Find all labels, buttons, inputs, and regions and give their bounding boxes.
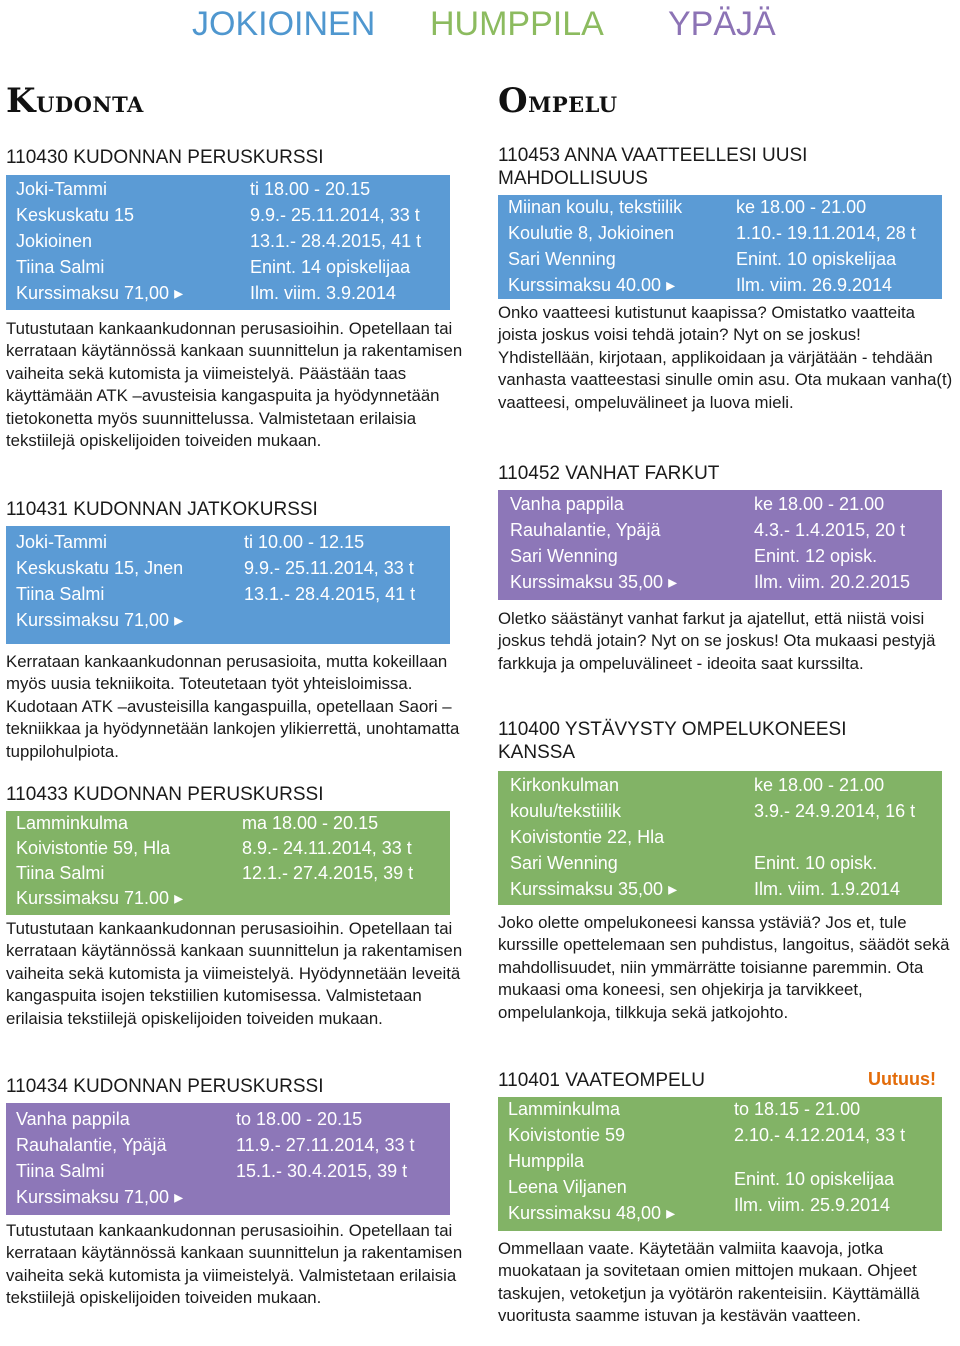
info-right: 13.1.- 28.4.2015, 41 t	[244, 584, 416, 604]
info-left: Kurssimaksu 71,00 ▸	[16, 1187, 184, 1207]
info-left: Keskuskatu 15	[16, 205, 135, 225]
info-left: Jokioinen	[16, 231, 93, 251]
info-left: Kirkonkulman	[510, 775, 620, 795]
info-left: Vanha pappila	[16, 1109, 130, 1129]
info-left: koulu/tekstiilik	[510, 801, 622, 821]
info-right: 9.9.- 25.11.2014, 33 t	[244, 558, 414, 578]
info-left: Sari Wenning	[510, 546, 618, 566]
info-right: Ilm. viim. 26.9.2014	[736, 275, 893, 295]
info-right: to 18.00 - 20.15	[236, 1109, 363, 1129]
course-description: Joko olette ompelukoneesi kanssa ystäviä? Jos et, tule kurssille opettelemaan sen puhdistus, langoitus, säädöt sekä mahdollisuudet, niin ymmärrätte toisianne paremmin. Ota mukaasi oma koneesi, sen ohjekirja ja tarvikkeet, ompelulankoja, tilkkuja sekä jatkojohto.	[498, 913, 950, 1022]
course-description: Onko vaatteesi kutistunut kaapissa? Omistatko vaatteita joista joskus voisi tehdä jotain? Nyt on se joskus! Yhdistellään, kirjotaan, applikoidaan ja värjätään - tehdään vanhasta vaatteestasi sinulle omin asu. Ota mukaan vanha(t) vaatteesi, ompeluvälineet ja luova mieli.	[498, 303, 953, 412]
section-title-ompelu: Ompelu	[498, 81, 618, 121]
info-left: Koivistontie 59	[508, 1125, 626, 1145]
info-left: Koulutie 8, Jokioinen	[508, 223, 675, 243]
course-description: Tutustutaan kankaankudonnan perusasioihin. Opetellaan tai kerrataan käytännössä kankaan suunnittelun ja rakentamisen vaiheita sekä kutomista ja viimeistelyä. Valmistetaan erilaisia tekstiilejä opiskelijoiden toiveiden mukaan.	[6, 1221, 463, 1308]
course-description: Oletko säästänyt vanhat farkut ja ajatellut, että niistä voisi joskus tehdä jotain? Nyt on se joskus! Ota mukaasi pestyjä farkkuja ja ompeluvälineet - ideoita saat kurssilta.	[498, 609, 936, 673]
info-right: ke 18.00 - 21.00	[754, 775, 885, 795]
info-right: ke 18.00 - 21.00	[736, 197, 867, 217]
info-left: Tiina Salmi	[16, 1161, 105, 1181]
new-badge: Uutuus!	[868, 1069, 936, 1089]
course-heading: 110431 KUDONNAN JATKOKURSSI	[6, 499, 318, 520]
course-heading: 110433 KUDONNAN PERUSKURSSI	[6, 784, 324, 805]
course-description: Kerrataan kankaankudonnan perusasioita, mutta kokeillaan myös uusia tekniikoita. Toteutetaan työt yhteisloimissa. Kudotaan ATK –avusteisilla kangaspuilla, opetellaan Saori –tekniikkaa ja hyödynnetään lankojen ylikierrettä, unohtamatta tuppilohulpiota.	[6, 652, 460, 761]
course-description: Ommellaan vaate. Käytetään valmiita kaavoja, jotka muokataan ja sovitetaan omien mittojen mukaan. Ohjeet taskujen, vetoketjun ja vyötärön rakenteisiin. Käyttämällä vuoritusta saamme istuvan ja kestävän vaatteen.	[498, 1239, 920, 1326]
info-left: Tiina Salmi	[16, 257, 105, 277]
course-heading: 110430 KUDONNAN PERUSKURSSI	[6, 147, 324, 168]
info-right: 4.3.- 1.4.2015, 20 t	[754, 520, 906, 540]
info-left: Joki-Tammi	[16, 179, 108, 199]
course-info-box	[498, 1097, 942, 1231]
info-right: ti 10.00 - 12.15	[244, 532, 365, 552]
info-right: 9.9.- 25.11.2014, 33 t	[250, 205, 420, 225]
town-ypaja: YPÄJÄ	[668, 5, 776, 43]
info-right: 2.10.- 4.12.2014, 33 t	[734, 1125, 906, 1145]
info-left: Kurssimaksu 35,00 ▸	[510, 879, 678, 899]
info-right: Ilm. viim. 1.9.2014	[754, 879, 901, 899]
info-right: Enint. 10 opisk.	[754, 853, 878, 873]
course-description: Tutustutaan kankaankudonnan perusasioihin. Opetellaan tai kerrataan käytännössä kankaan suunnittelun ja rakentamisen vaiheita sekä kutomista ja viimeistelyä. Hyödynnetään leveitä kangaspuita isojen tekstiilien kutomisessa. Valmistetaan erilaisia tekstiilejä opiskelijoiden toiveiden mukaan.	[6, 919, 463, 1028]
info-left: Tiina Salmi	[16, 584, 105, 604]
info-left: Miinan koulu, tekstiilik	[508, 197, 683, 217]
course-info-box	[6, 811, 450, 915]
info-left: Keskuskatu 15, Jnen	[16, 558, 184, 578]
info-right: Ilm. viim. 20.2.2015	[754, 572, 911, 592]
info-right: Ilm. viim. 3.9.2014	[250, 283, 397, 303]
info-right: 12.1.- 27.4.2015, 39 t	[242, 863, 414, 883]
course-info-box	[6, 175, 450, 310]
info-right: to 18.15 - 21.00	[734, 1099, 861, 1119]
course-description: Tutustutaan kankaankudonnan perusasioihin. Opetellaan tai kerrataan käytännössä kankaan suunnittelun ja rakentamisen vaiheita sekä kutomista ja viimeistelyä. Päästään taas käyttämään ATK –avusteisia kangaspuita ja hyödynnetään tietokonetta myös suunnittelussa. Valmistetaan erilaisia tekstiilejä opiskelijoiden toiveiden mukaan.	[6, 319, 463, 451]
info-left: Lamminkulma	[508, 1099, 621, 1119]
course-heading: 110400 YSTÄVYSTY OMPELUKONEESI KANSSA	[498, 719, 847, 763]
info-left: Kurssimaksu 71,00 ▸	[16, 283, 184, 303]
info-left: Koivistontie 22, Hla	[510, 827, 665, 847]
course-heading: 110453 ANNA VAATTEELLESI UUSI MAHDOLLISUUS	[498, 145, 808, 189]
info-right: Enint. 10 opiskelijaa	[734, 1169, 895, 1189]
section-title-kudonta: Kudonta	[6, 81, 144, 121]
info-left: Kurssimaksu 48,00 ▸	[508, 1203, 676, 1223]
info-left: Kurssimaksu 40.00 ▸	[508, 275, 676, 295]
info-right: 8.9.- 24.11.2014, 33 t	[242, 838, 412, 858]
course-info-box	[6, 1103, 450, 1215]
info-right: ma 18.00 - 20.15	[242, 813, 379, 833]
course-info-box	[498, 195, 942, 299]
info-left: Vanha pappila	[510, 494, 624, 514]
course-heading: 110401 VAATEOMPELU	[498, 1070, 705, 1091]
info-left: Tiina Salmi	[16, 863, 105, 883]
town-humppila: HUMPPILA	[430, 5, 604, 43]
info-left: Kurssimaksu 71,00 ▸	[16, 610, 184, 630]
info-left: Kurssimaksu 71.00 ▸	[16, 888, 184, 908]
info-right: ke 18.00 - 21.00	[754, 494, 885, 514]
info-left: Sari Wenning	[508, 249, 616, 269]
info-left: Koivistontie 59, Hla	[16, 838, 171, 858]
course-heading: 110452 VANHAT FARKUT	[498, 463, 720, 484]
info-left: Rauhalantie, Ypäjä	[510, 520, 661, 540]
info-right: Enint. 12 opisk.	[754, 546, 878, 566]
info-left: Rauhalantie, Ypäjä	[16, 1135, 167, 1155]
town-jokioinen: JOKIOINEN	[192, 5, 376, 43]
info-left: Sari Wenning	[510, 853, 618, 873]
info-left: Humppila	[508, 1151, 585, 1171]
info-left: Lamminkulma	[16, 813, 129, 833]
info-right: 13.1.- 28.4.2015, 41 t	[250, 231, 422, 251]
info-right: 15.1.- 30.4.2015, 39 t	[236, 1161, 408, 1181]
info-right: 1.10.- 19.11.2014, 28 t	[736, 223, 916, 243]
info-right: Enint. 14 opiskelijaa	[250, 257, 411, 277]
course-info-box	[6, 526, 450, 644]
info-right: Enint. 10 opiskelijaa	[736, 249, 897, 269]
info-right: 3.9.- 24.9.2014, 16 t	[754, 801, 916, 821]
info-right: Ilm. viim. 25.9.2014	[734, 1195, 891, 1215]
course-info-box	[498, 771, 942, 905]
info-left: Leena Viljanen	[508, 1177, 627, 1197]
info-left: Kurssimaksu 35,00 ▸	[510, 572, 678, 592]
town-banner	[0, 4, 960, 48]
info-right: 11.9.- 27.11.2014, 33 t	[236, 1135, 415, 1155]
course-info-box	[498, 490, 942, 600]
info-left: Joki-Tammi	[16, 532, 108, 552]
info-right: ti 18.00 - 20.15	[250, 179, 371, 199]
course-heading: 110434 KUDONNAN PERUSKURSSI	[6, 1076, 324, 1097]
